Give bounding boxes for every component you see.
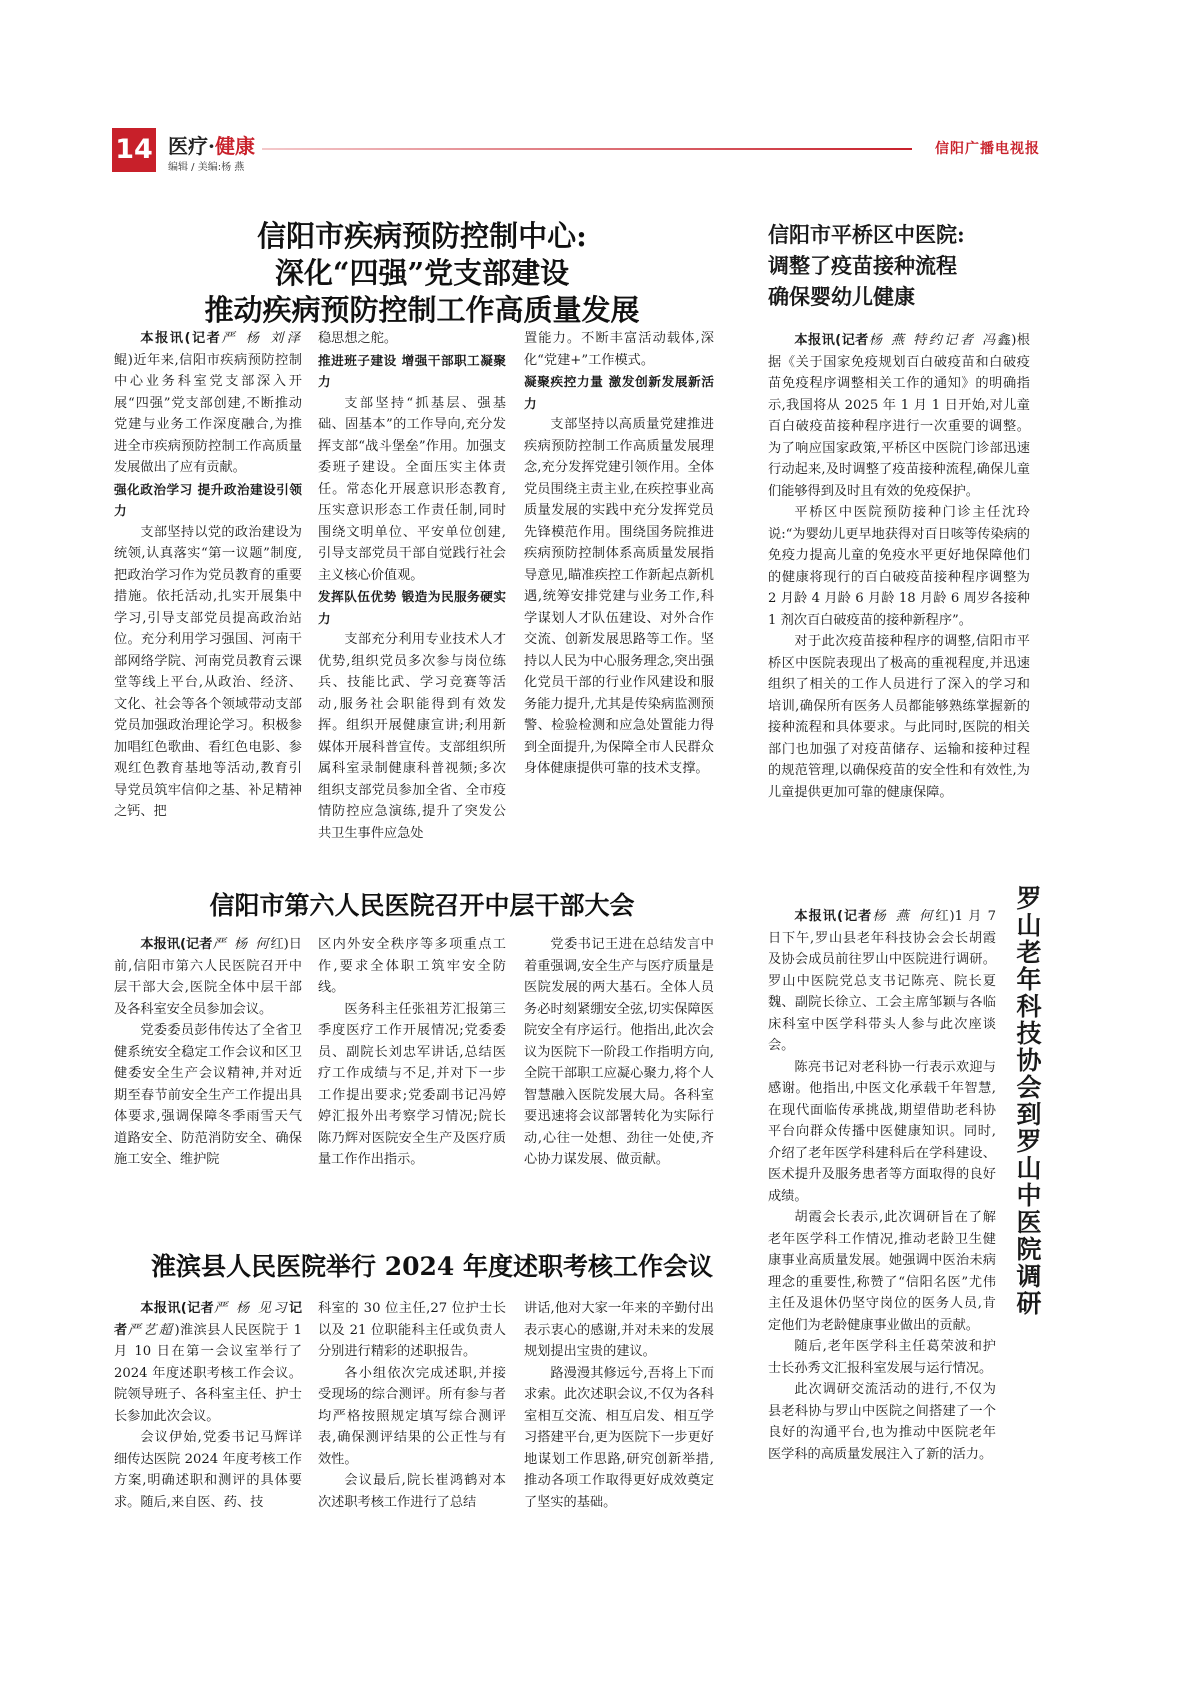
section-title-accent: 健康 — [214, 134, 255, 158]
article2-headline-line3: 确保婴幼儿健康 — [768, 284, 915, 309]
article3-lead-text: 红)日前,信阳市第六人民医院召开中层干部大会,医院全体中层干部及各科室安全员参加会议。 — [114, 937, 302, 1017]
article2-headline — [768, 219, 1038, 312]
article4-byline-reporters: 严 杨 见习 — [214, 1301, 289, 1316]
article4-paragraph: 会议最后,院长崔鸿鹤对本次述职考核工作进行了总结 — [318, 1473, 506, 1510]
article1-headline-line2: 深化“四强”党支部建设 — [274, 256, 570, 290]
article1-column-3 — [524, 328, 714, 780]
section-title-main: 医疗 — [168, 134, 208, 158]
article1-headline-line1: 信阳市疾病预防控制中心: — [257, 219, 587, 253]
article3-column-3 — [524, 934, 714, 1171]
article4-lead-text: )淮滨县人民医院于 1 月 10 日在第一会议室举行了 2024 年度述职考核工作会议。院领导班子、各科室主任、护士长参加此次会议。 — [114, 1322, 303, 1424]
article5-paragraph: 随后,老年医学科主任葛荣波和护士长孙秀文汇报科室发展与运行情况。 — [768, 1339, 996, 1376]
article2-byline-label: 本报讯(记者 — [794, 333, 869, 348]
article4-lead — [114, 1298, 302, 1427]
article4-column-2 — [318, 1298, 506, 1513]
article3-paragraph: 党委书记王进在总结发言中着重强调,安全生产与医疗质量是医院发展的两大基石。全体人员务必时刻紧绷安全弦,切实保障医院安全有序运行。他指出,此次会议为医院下一阶段工作指明方向,全院干部职工应凝心聚力,将个人智慧融入医院发展大局。各科室要迅速将会议部署转化为实际行动,心往一处想、劲往一处使,齐心协力谋发展、做贡献。 — [524, 937, 714, 1167]
article5-lead-text: 红)1 月 7 日下午,罗山县老年科技协会会长胡霞及协会成员前往罗山中医院进行调研。罗山中医院党总支书记陈亮、院长夏魏、副院长徐立、工会主席邹颖与各临床科室中医学科带头人参与此次座谈会。 — [768, 909, 996, 1053]
page-number: 14 — [112, 128, 156, 172]
article2-body — [768, 330, 1030, 803]
article1-lead-text: 鲲)近年来,信阳市疾病预防控制中心业务科室党支部深入开展“四强”党支部创建,不断推动党建与业务工作深度融合,为推进全市疾病预防控制工作高质量发展做出了应有贡献。 — [114, 352, 302, 475]
article5-byline-label: 本报讯(记者 — [794, 909, 873, 924]
article4-byline-label: 本报讯(记者 — [140, 1301, 215, 1316]
article3-lead — [114, 934, 302, 1020]
article5-byline-reporters: 杨 燕 何 — [872, 909, 936, 924]
article5-paragraph: 此次调研交流活动的进行,不仅为县老科协与罗山中医院之间搭建了一个良好的沟通平台,也为推动中医院老年医学科的高质量发展注入了新的活力。 — [768, 1382, 996, 1462]
article1-subhead-4: 凝聚疾控力量 激发创新发展新活力 — [524, 374, 714, 411]
article1-paragraph: 置能力。不断丰富活动载体,深化“党建+”工作模式。 — [524, 331, 714, 368]
article1-headline-line3: 推动疾病预防控制工作高质量发展 — [204, 293, 640, 327]
article4-paragraph: 各小组依次完成述职,并接受现场的综合测评。所有参与者均严格按照规定填写综合测评表,确保测评结果的公正性与有效性。 — [318, 1365, 506, 1467]
article5-lead — [768, 906, 996, 1057]
article4-paragraph: 讲话,他对大家一年来的辛勤付出表示衷心的感谢,并对未来的发展规划提出宝贵的建议。 — [524, 1301, 714, 1359]
article1-paragraph: 支部坚持以高质量党建推进疾病预防控制工作高质量发展理念,充分发挥党建引领作用。全体党员围绕主责主业,在疾控事业高质量发展的实践中充分发挥党员先锋模范作用。围绕国务院推进疾病预防控制体系高质量发展指导意见,瞄准疾控工作新起点新机遇,统筹安排党建与业务工作,科学谋划人才队伍建设、对外合作交流、创新发展思路等工作。坚持以人民为中心服务理念,突出强化党员干部的行业作风建设和服务能力提升,尤其是传染病监测预警、检验检测和应急处置能力得到全面提升,为保障全市人民群众身体健康提供可靠的技术支撑。 — [524, 417, 714, 776]
section-title-dot: · — [208, 134, 215, 158]
article4-paragraph: 科室的 30 位主任,27 位护士长以及 21 位职能科主任或负责人分别进行精彩的述职报告。 — [318, 1301, 506, 1359]
article4-column-3 — [524, 1298, 714, 1513]
article3-column-1 — [114, 934, 302, 1171]
article1-subhead-3: 发挥队伍优势 锻造为民服务硬实力 — [318, 589, 506, 626]
article3-paragraph: 党委委员彭伟传达了全省卫健系统安全稳定工作会议和区卫健委安全生产会议精神,并对近期至春节前安全生产工作提出具体要求,强调保障冬季雨雪天气道路安全、防范消防安全、确保施工安全、维护院 — [114, 1023, 302, 1167]
article1-paragraph: 支部坚持“抓基层、强基础、固基本”的工作导向,充分发挥支部“战斗堡垒”作用。加强支委班子建设。全面压实主体责任。常态化开展意识形态教育,压实意识形态工作责任制,同时围绕文明单位、平安单位创建,引导支部党员干部自觉践行社会主义核心价值观。 — [318, 395, 506, 583]
article3-paragraph: 医务科主任张祖芳汇报第三季度医疗工作开展情况;党委委员、副院长刘忠军讲话,总结医疗工作成绩与不足,并对下一步工作提出要求;党委副书记冯婷婷汇报外出考察学习情况;院长陈乃辉对医院安全生产及医疗质量工作作出指示。 — [318, 1001, 506, 1167]
article1-headline — [112, 218, 732, 329]
article5-paragraph: 陈亮书记对老科协一行表示欢迎与感谢。他指出,中医文化承载千年智慧,在现代面临传承挑战,期望借助老科协平台向群众传播中医健康知识。同时,介绍了老年医学科建科后在学科建设、医术提升及服务患者等方面取得的良好成绩。 — [768, 1059, 996, 1204]
article1-lead — [114, 328, 302, 479]
newspaper-name: 信阳广播电视报 — [935, 141, 1040, 157]
article1-paragraph: 支部充分利用专业技术人才优势,组织党员多次参与岗位练兵、技能比武、学习竞赛等活动,服务社会职能得到有效发挥。组织开展健康宣讲;利用新媒体开展科普宣传。支部组织所属科室录制健康科普视频;多次组织支部党员参加全省、全市疫情防控应急演练,提升了突发公共卫生事件应急处 — [318, 632, 506, 841]
article2-headline-line1: 信阳市平桥区中医院: — [768, 222, 965, 247]
article4-headline: 淮滨县人民医院举行 2024 年度述职考核工作会议 — [151, 1252, 713, 1281]
article4-byline-label-2: 记者 — [114, 1301, 302, 1338]
article3-paragraph: 区内外安全秩序等多项重点工作,要求全体职工筑牢安全防线。 — [318, 937, 506, 995]
header-rule — [262, 148, 912, 150]
article2-lead-text: 鑫)根据《关于国家免疫规划百白破疫苗和白破疫苗免疫程序调整相关工作的通知》的明确指示,我国将从 2025 年 1 月 1 日开始,对儿童百白破疫苗接种程序进行一次重要的调整。为了响应国家政策,平桥区中医院门诊部迅速行动起来,及时调整了疫苗接种流程,确保儿童们能够得到及时且有效的免疫保护。 — [768, 333, 1030, 499]
article1-paragraph: 支部坚持以党的政治建设为统领,认真落实“第一议题”制度,把政治学习作为党员教育的重要措施。依托活动,扎实开展集中学习,引导支部党员提高政治站位。充分利用学习强国、河南干部网络学院、河南党员教育云课堂等线上平台,从政治、经济、文化、社会等各个领域带动支部党员加强政治理论学习。积极参加唱红色歌曲、看红色电影、参观红色教育基地等活动,教育引导党员筑牢信仰之基、补足精神之钙、把 — [114, 524, 302, 819]
article1-column-1 — [114, 328, 302, 823]
article5-body-top — [768, 906, 996, 1465]
article4-paragraph: 会议伊始,党委书记马辉详细传达医院 2024 年度考核工作方案,明确述职和测评的具体要求。随后,来自医、药、技 — [114, 1430, 302, 1510]
article2-byline-reporters: 杨 燕 特约记者 冯 — [868, 333, 998, 348]
article3-column-2 — [318, 934, 506, 1171]
article1-byline-reporters: 严 杨 刘泽 — [221, 331, 302, 346]
article5-paragraph: 胡霞会长表示,此次调研旨在了解老年医学科工作情况,推动老龄卫生健康事业高质量发展。她强调中医治未病理念的重要性,称赞了“信阳名医”尤伟主任及退休仍坚守岗位的医务人员,肯定他们为老龄健康事业做出的贡献。 — [768, 1210, 996, 1333]
article2-lead — [768, 330, 1030, 502]
section-title — [168, 130, 255, 159]
article4-column-1 — [114, 1298, 302, 1513]
article1-byline-label: 本报讯(记者 — [140, 331, 222, 346]
article5-headline: 罗山老年科技协会到罗山中医院调研 — [1013, 885, 1042, 1317]
article1-subhead-1: 强化政治学习 提升政治建设引领力 — [114, 481, 302, 518]
editor-line: 编辑 / 美编:杨 燕 — [168, 162, 245, 173]
article1-column-2 — [318, 328, 506, 844]
article1-paragraph: 稳思想之舵。 — [318, 331, 398, 346]
article2-paragraph: 对于此次疫苗接种程序的调整,信阳市平桥区中医院表现出了极高的重视程度,并迅速组织了相关的工作人员进行了深入的学习和培训,确保所有医务人员都能够熟练掌握新的接种流程和具体要求。与此同时,医院的相关部门也加强了对疫苗储存、运输和接种过程的规范管理,以确保疫苗的安全性和有效性,为儿童提供更加可靠的健康保障。 — [768, 634, 1030, 800]
article3-byline-label: 本报讯(记者 — [140, 937, 213, 952]
article1-subhead-2: 推进班子建设 增强干部职工凝聚力 — [318, 352, 506, 389]
article2-headline-line2: 调整了疫苗接种流程 — [768, 253, 957, 278]
article4-paragraph: 路漫漫其修远兮,吾将上下而求索。此次述职会议,不仅为各科室相互交流、相互启发、相互学习搭建平台,更为医院下一步更好地谋划工作思路,研究创新举措,推动各项工作取得更好成效奠定了坚实的基础。 — [524, 1365, 714, 1510]
article4-byline-reporters-2: 严艺超 — [127, 1322, 175, 1338]
article3-byline-reporters: 严 杨 何 — [212, 937, 271, 952]
article2-paragraph: 平桥区中医院预防接种门诊主任沈玲说:“为婴幼儿更早地获得对百日咳等传染病的免疫力提高儿童的免疫水平更好地保障他们的健康将现行的百白破疫苗接种程序调整为 2 月龄 4 月龄 6 月龄 18 月龄 6 周岁各接种 1 剂次百白破疫苗的接种新程序”。 — [768, 505, 1030, 628]
article3-headline: 信阳市第六人民医院召开中层干部大会 — [209, 891, 635, 920]
